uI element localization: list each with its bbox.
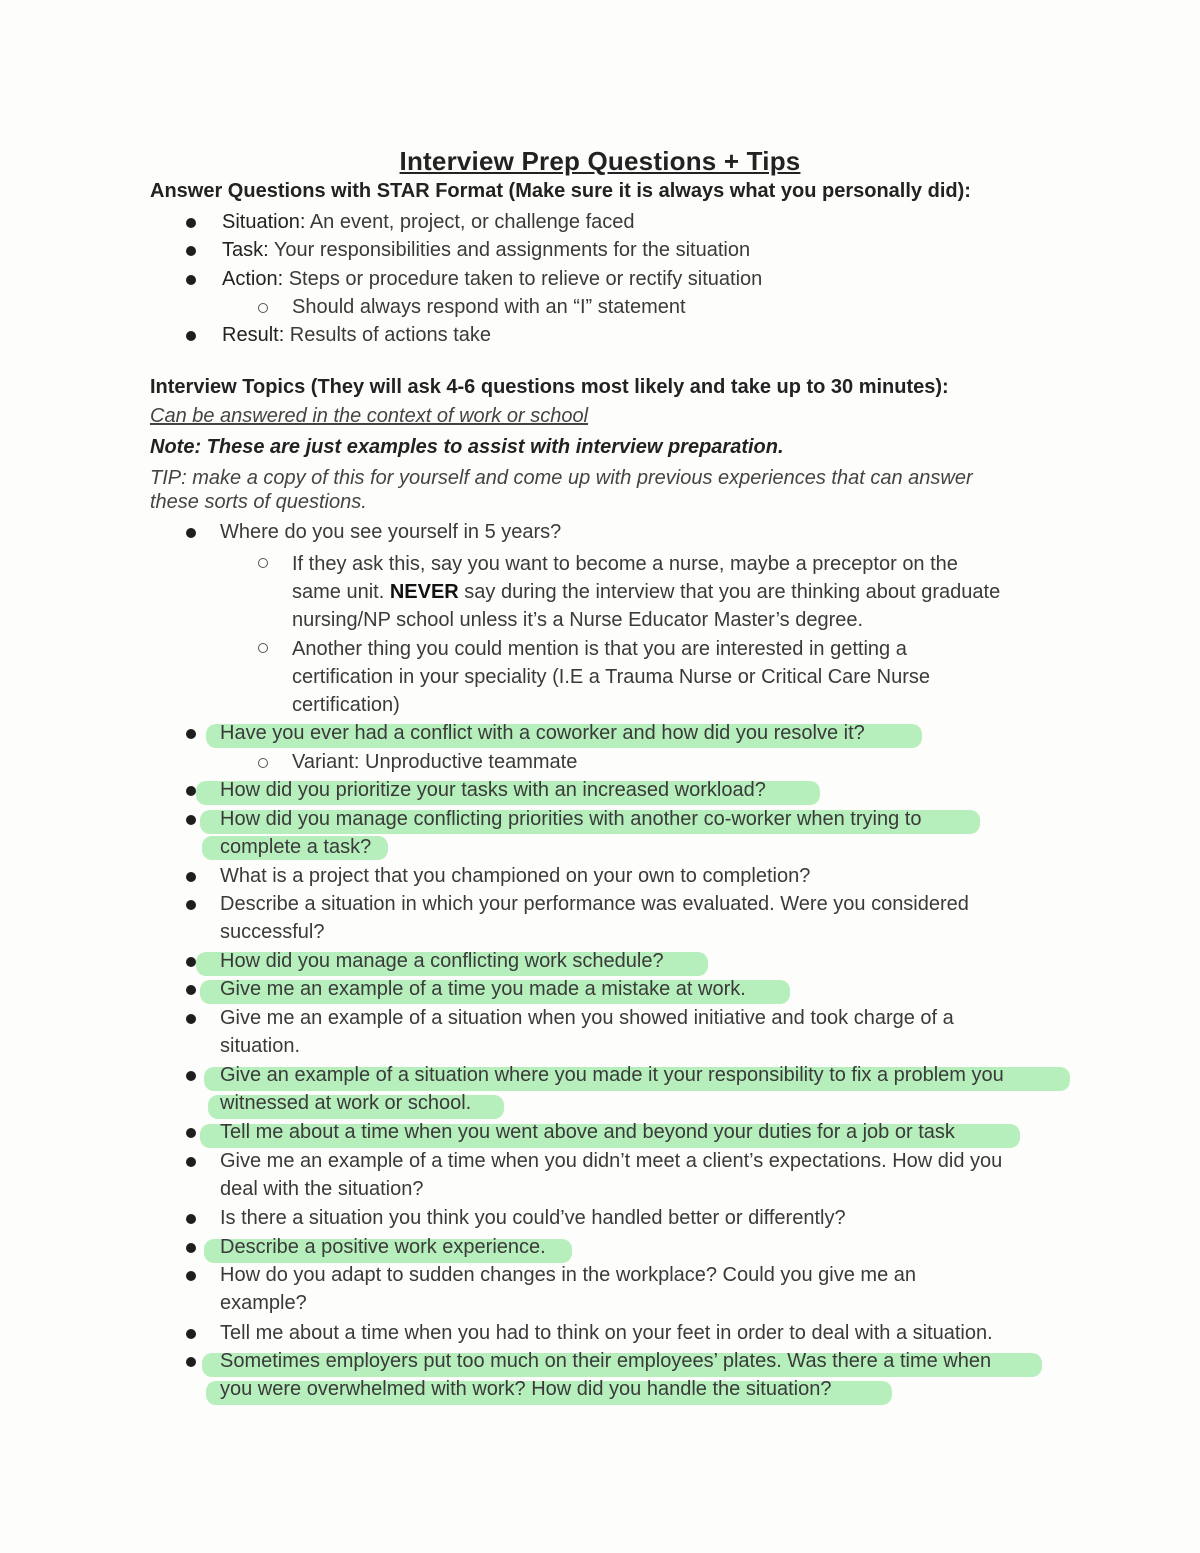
bullet-icon <box>186 528 196 538</box>
bullet-icon <box>186 1243 196 1253</box>
star-action-sub: Should always respond with an “I” statement <box>292 296 686 318</box>
bullet-icon <box>186 275 196 285</box>
question-11: Tell me about a time when you went above and beyond your duties for a job or task <box>220 1121 955 1143</box>
star-heading: Answer Questions with STAR Format (Make sure it is always what you personally did): <box>150 180 971 202</box>
question-17: Sometimes employers put too much on their employees’ plates. Was there a time when you were overwhelmed with work? How did you handle the situation? <box>220 1350 992 1400</box>
question-1-sub-1: If they ask this, say you want to become a nurse, maybe a preceptor on the same unit. NEVER say during the interview that you are thinking about graduate nursing/NP school unless it’s a Nurse Educator Master’s degree. <box>292 553 1001 631</box>
sub-bullet-icon <box>258 758 268 768</box>
sub-bullet-icon <box>258 643 268 653</box>
bullet-icon <box>186 246 196 256</box>
question-4: How did you manage conflicting priorities with another co-worker when trying to complete a task? <box>220 808 922 858</box>
topics-heading: Interview Topics (They will ask 4-6 questions most likely and take up to 30 minutes): <box>150 376 949 398</box>
bullet-icon <box>186 1271 196 1281</box>
question-6: Describe a situation in which your performance was evaluated. Were you considered successful? <box>220 893 969 943</box>
bullet-icon <box>186 957 196 967</box>
question-10: Give an example of a situation where you made it your responsibility to fix a problem you witnessed at work or school. <box>220 1064 1004 1114</box>
question-8: Give me an example of a time you made a mistake at work. <box>220 978 746 1000</box>
sub-bullet-icon <box>258 558 268 568</box>
bullet-icon <box>186 1071 196 1081</box>
bullet-icon <box>186 1014 196 1024</box>
star-task: Task: Your responsibilities and assignments for the situation <box>222 239 751 261</box>
bullet-icon <box>186 218 196 228</box>
bullet-icon <box>186 900 196 910</box>
bullet-icon <box>186 331 196 341</box>
bullet-icon <box>186 1157 196 1167</box>
question-1: Where do you see yourself in 5 years? <box>220 521 562 543</box>
star-result: Result: Results of actions take <box>222 324 492 346</box>
question-3: How did you prioritize your tasks with an increased workload? <box>220 779 766 801</box>
topics-context: Can be answered in the context of work or school <box>150 405 589 427</box>
bullet-icon <box>186 815 196 825</box>
question-2-sub: Variant: Unproductive teammate <box>292 751 578 773</box>
bullet-icon <box>186 729 196 739</box>
topics-tip-line1: TIP: make a copy of this for yourself and come up with previous experiences that can answer <box>150 467 973 489</box>
bullet-icon <box>186 786 196 796</box>
sub-bullet-icon <box>258 303 268 313</box>
bullet-icon <box>186 1329 196 1339</box>
bullet-icon <box>186 1357 196 1367</box>
bullet-icon <box>186 985 196 995</box>
question-14: Describe a positive work experience. <box>220 1236 546 1258</box>
question-16: Tell me about a time when you had to think on your feet in order to deal with a situation. <box>220 1322 993 1344</box>
bullet-icon <box>186 872 196 882</box>
question-15: How do you adapt to sudden changes in the workplace? Could you give me an example? <box>220 1264 917 1314</box>
bullet-icon <box>186 1128 196 1138</box>
topics-tip-line2: these sorts of questions. <box>150 491 367 513</box>
bullet-icon <box>186 1214 196 1224</box>
question-5: What is a project that you championed on your own to completion? <box>220 865 811 887</box>
star-situation: Situation: An event, project, or challenge faced <box>222 211 635 233</box>
page-title: Interview Prep Questions + Tips <box>399 146 801 176</box>
question-9: Give me an example of a situation when you showed initiative and took charge of a situation. <box>220 1007 954 1057</box>
star-action: Action: Steps or procedure taken to relieve or rectify situation <box>222 268 763 290</box>
topics-note: Note: These are just examples to assist with interview preparation. <box>150 436 784 458</box>
question-7: How did you manage a conflicting work schedule? <box>220 950 664 972</box>
question-13: Is there a situation you think you could’ve handled better or differently? <box>220 1207 846 1229</box>
question-12: Give me an example of a time when you didn’t meet a client’s expectations. How did you deal with the situation? <box>220 1150 1003 1200</box>
question-2: Have you ever had a conflict with a coworker and how did you resolve it? <box>220 722 865 744</box>
question-1-sub-2: Another thing you could mention is that you are interested in getting a certification in your speciality (I.E a Trauma Nurse or Critical Care Nurse certification) <box>292 638 930 716</box>
